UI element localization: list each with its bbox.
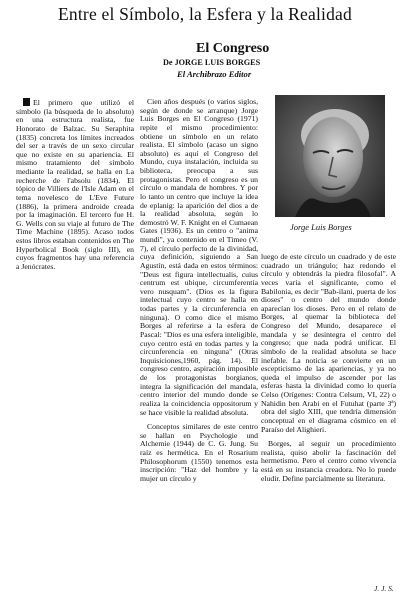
article-paragraph: Borges, al seguir un procedimiento realista, quiso abolir la fascinación del hermetismo. Pero el centro como vivencia está en su instancia creadora. No lo puede eludir. Define parcialmente su literatura. (261, 439, 396, 483)
article-paragraph: luego de este círculo un cuadrado y de este cuadrado un triángulo; haz redondo el círculo y obtendrás la piedra filosofal". A veces varía el significante, como el Babilonia, es decir "Bab-ilani, puerta de los dioses" o centro del mundo donde aparecían los dioses. Pero en el relato de Borges, al quemar la biblioteca del Congreso del Mundo, desaparece el mandala y se desintegra el centro del congreso; que nada podrá unificar. El símbolo de la realidad absoluta se hace inefable. La noticia se convierte en un escepticismo de las apariencias, y ya no queda el impulso de ascender por las esferas hasta la divinidad como lo quería Celso (Orígenes: Contra Celsum, VI, 22) o Nahidin ben Arabi en el Futuhat (parte 3ª) obra del siglo XIII, que tendría dimensión conceptual en el diagrama cósmico en el Paraíso del Alighieri. (261, 252, 396, 434)
article-paragraph: Conceptos similares de este centro se hallan en Psychologie und Alchemie (1944) de C. G. Jung. Su raíz es hermética. En el Rosarium Philosophorum (1550) tenemos esta inscripción: "Haz del hombre y la mujer un círculo y (140, 422, 258, 483)
review-byline: De JORGE LUIS BORGES (163, 58, 261, 67)
article-paragraph: Cien años después (o varios siglos, según de donde se arranque) Jorge Luis Borges en El Congreso (1971) repite el mismo procedimiento: obtiene un símbolo en un relato realista. El símbolo (acaso un signo absoluto) es aquí el Congreso del Mundo, cuya instalación, incluida su biblioteca, preocupa a sus protagonistas. Pero el congreso es un círculo o mandala de hombres. Y por lo tanto un centro que incluye la idea de eplanig: la aparición del dios a de la realidad absoluta, según lo demostró W. F. Knight en el Cumaean Gates (1936). Es un centro o "anima mundi", ya contenido en el Timeo (V. 7), el círculo perfecto de la divinidad, cuya definición, siguiendo a San Agustín, está dada en estos términos: "Deus est figura intellectualis, cuius centrum est ubique, circumferentia vero nusquam". (Dios es la figura intelectual cuyo centro se halla en todas partes y la circunferencia en ninguna). O como dice el mismo Borges al referirse a la esfera de Pascal: "Dios es una esfera inteligible, cuyo centro está en todas partes y la circunferencia en ninguna" (Otras Inquisiciones,1960, pág. 14). El congreso centro, aspiración imposible de los protagonistas borgianos, integra la significación del mandala, centro interior del mundo donde se realiza la coincidencia oppositorum y se hace visible la realidad absoluta. (140, 97, 258, 417)
photo-caption: Jorge Luis Borges (290, 222, 352, 232)
paragraph-marker-icon (23, 98, 30, 106)
article-column-3 (261, 253, 396, 483)
page-headline: Entre el Símbolo, la Esfera y la Realidad (58, 4, 352, 24)
review-publisher: El Archibrazo Editor (177, 69, 252, 79)
article-column-1 (16, 98, 134, 272)
review-title: El Congreso (196, 41, 270, 56)
article-column-2 (140, 98, 258, 484)
author-initials: J. J. S. (374, 584, 394, 593)
article-paragraph: El primero que utilizó el símbolo (la búsqueda de lo absoluto) en una estructura realista, fue Honorato de Balzac. Su Seraphita (1835) concreta los límites increados del ser a través de un sexo circular que no existe en su apariencia. El mismo tratamiento del símbolo mediante la realidad, se halla en La recherche de l'absolu (1834). El tópico de Villiers de l'Isle Adam en el tema novelesco de L'Eve Future (1886), la primera androide creada por la imaginación. El tercero fue H. G. Wells con su viaje al futuro de The Time Machine (1895). Acaso todos estos libros estaban contenidos en The Hyperbolical Book (siglo III), en cuyos fragmentos hay una referencia a Jenócrates. (16, 98, 134, 271)
author-photo (275, 95, 385, 217)
portrait-image (275, 95, 385, 217)
